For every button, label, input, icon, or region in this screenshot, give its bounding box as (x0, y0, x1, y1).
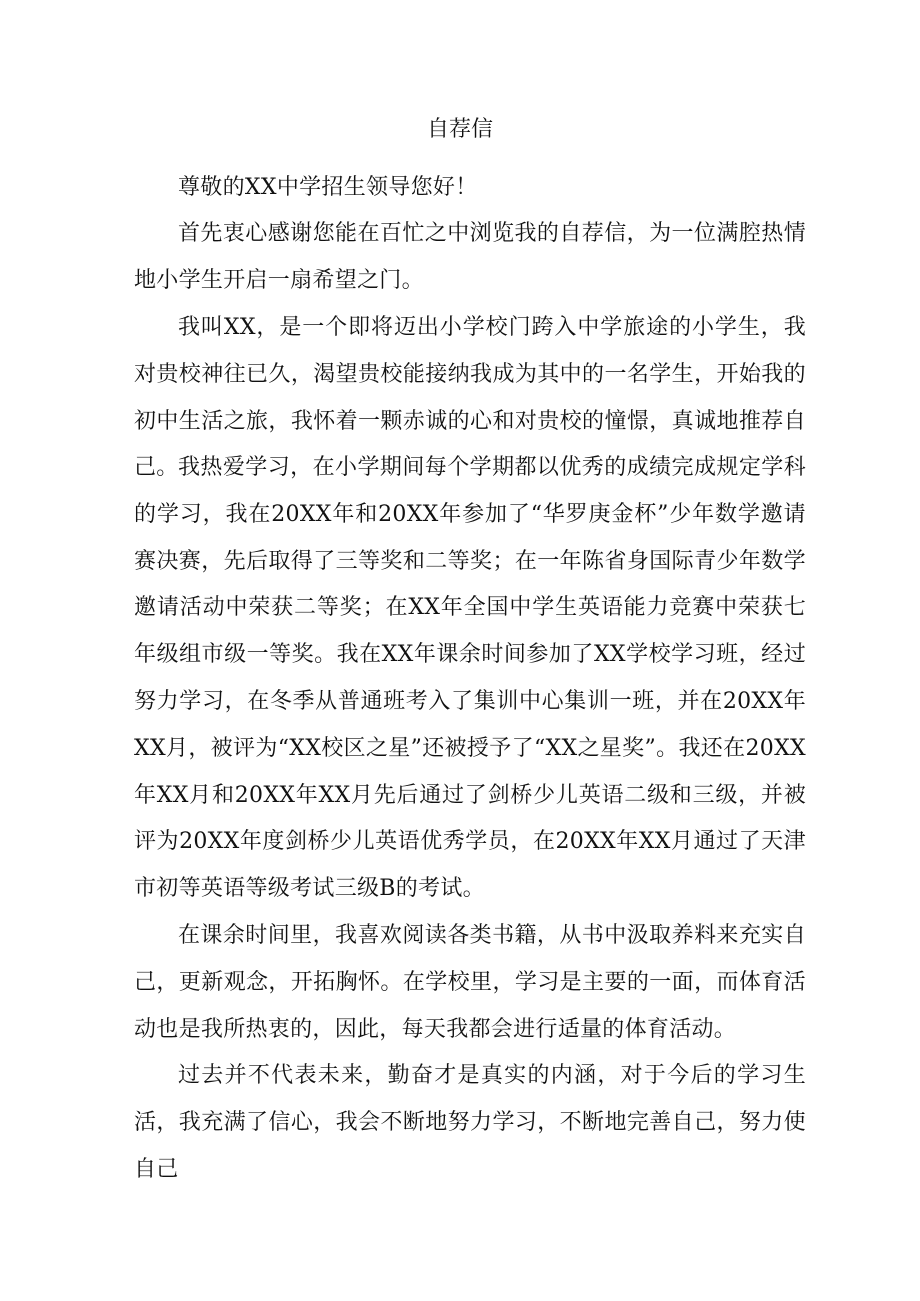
body-paragraph-3: 我热爱学习，在小学期间每个学期都以优秀的成绩完成规定学科的学习，我在20XX年和20XX年参加了“华罗庚金杯”少年数学邀请赛决赛，先后取得了三等奖和二等奖；在一年陈省身国际青少年数学邀请活动中荣获二等奖；在XX年全国中学生英语能力竞赛中荣获七年级组市级一等奖。我在XX年课余时间参加了XX学校学习班，经过努力学习，在冬季从普通班考入了集训中心集训一班，并在20XX年XX月，被评为“XX校区之星”还被授予了“XX之星奖”。我还在20XX年XX月和20XX年XX月先后通过了剑桥少儿英语二级和三级，并被评为20XX年度剑桥少儿英语优秀学员，在20XX年XX月通过了天津市初等英语等级考试三级B的考试。 (134, 455, 806, 902)
body-paragraph-1: 首先衷心感谢您能在百忙之中浏览我的自荐信，为一位满腔热情地小学生开启一扇希望之门。 (134, 221, 806, 293)
body-paragraph-5: 过去并不代表未来，勤奋才是真实的内涵，对于今后的学习生活，我充满了信心，我会不断地努力学习，不断地完善自己，努力使自己 (134, 1063, 806, 1182)
greeting-paragraph: 尊敬的XX中学招生领导您好！ (178, 175, 478, 200)
body-paragraph-4: 在课余时间里，我喜欢阅读各类书籍，从书中汲取养料来充实自己，更新观念，开拓胸怀。在学校里，学习是主要的一面，而体育活动也是我所热衷的，因此，每天我都会进行适量的体育活动。 (134, 923, 806, 1042)
page-title: 自荐信 (426, 117, 493, 142)
body-paragraph-2: 我叫XX，是一个即将迈出小学校门跨入中学旅途的小学生，我对贵校神往已久，渴望贵校能接纳我成为其中的一名学生，开始我的初中生活之旅，我怀着一颗赤诚的心和对贵校的憧憬，真诚地推荐自己。 (134, 315, 806, 481)
